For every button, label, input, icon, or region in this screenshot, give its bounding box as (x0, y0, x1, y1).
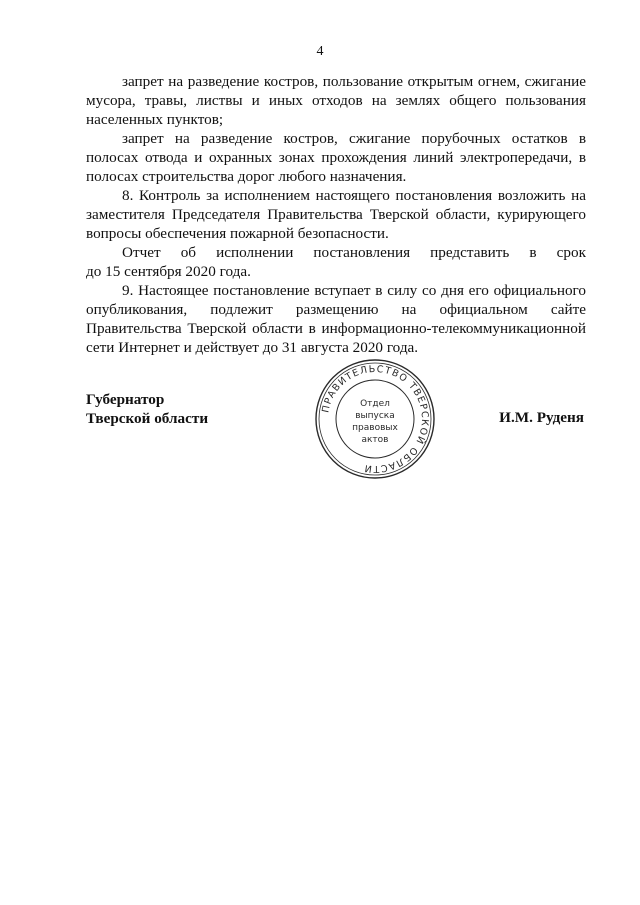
paragraph-report-date: до 15 сентября 2020 года. (86, 263, 251, 280)
seal-ring-textpath: ПРАВИТЕЛЬСТВО ТВЕРСКОЙ ОБЛАСТИ (320, 363, 431, 475)
paragraph-report-deadline: Отчет об исполнении постановления представить в срок (122, 244, 586, 261)
seal-center-line-3: правовых (352, 423, 398, 433)
seal-graphic (314, 358, 436, 480)
paragraph-ban-open-fire: запрет на разведение костров, пользование открытым огнем, сжигание мусора, травы, листвы и иных отходов на землях общего пользования населенных пунктов; (86, 73, 586, 128)
signatory-title (86, 390, 208, 428)
signatory-title-line2: Тверской области (86, 410, 209, 427)
signatory-name: И.М. Руденя (499, 409, 584, 426)
seal-center-line-4: актов (361, 435, 389, 445)
signatory-title-line1: Губернатор (86, 391, 165, 408)
page-number: 4 (316, 44, 324, 59)
paragraph-ban-burning-residue: запрет на разведение костров, сжигание порубочных остатков в полосах отвода и охранных зонах прохождения линий электропередачи, в полосах строительства дорог любого назначения. (86, 130, 586, 185)
seal-center-line-2: выпуска (355, 411, 395, 421)
seal-center-line-1: Отдел (360, 399, 390, 409)
document-body (86, 72, 586, 357)
paragraph-effective-clause: 9. Настоящее постановление вступает в силу со дня его официального опубликования, подлежит размещению на официальном сайте Правительства Тверской области в информационно-телекоммуникационной сети Интернет и действует до 31 августа 2020 года. (86, 282, 586, 356)
paragraph-control-clause: 8. Контроль за исполнением настоящего постановления возложить на заместителя Председателя Правительства Тверской области, курирующего вопросы обеспечения пожарной безопасности. (86, 187, 586, 242)
official-seal-stamp (314, 358, 436, 480)
